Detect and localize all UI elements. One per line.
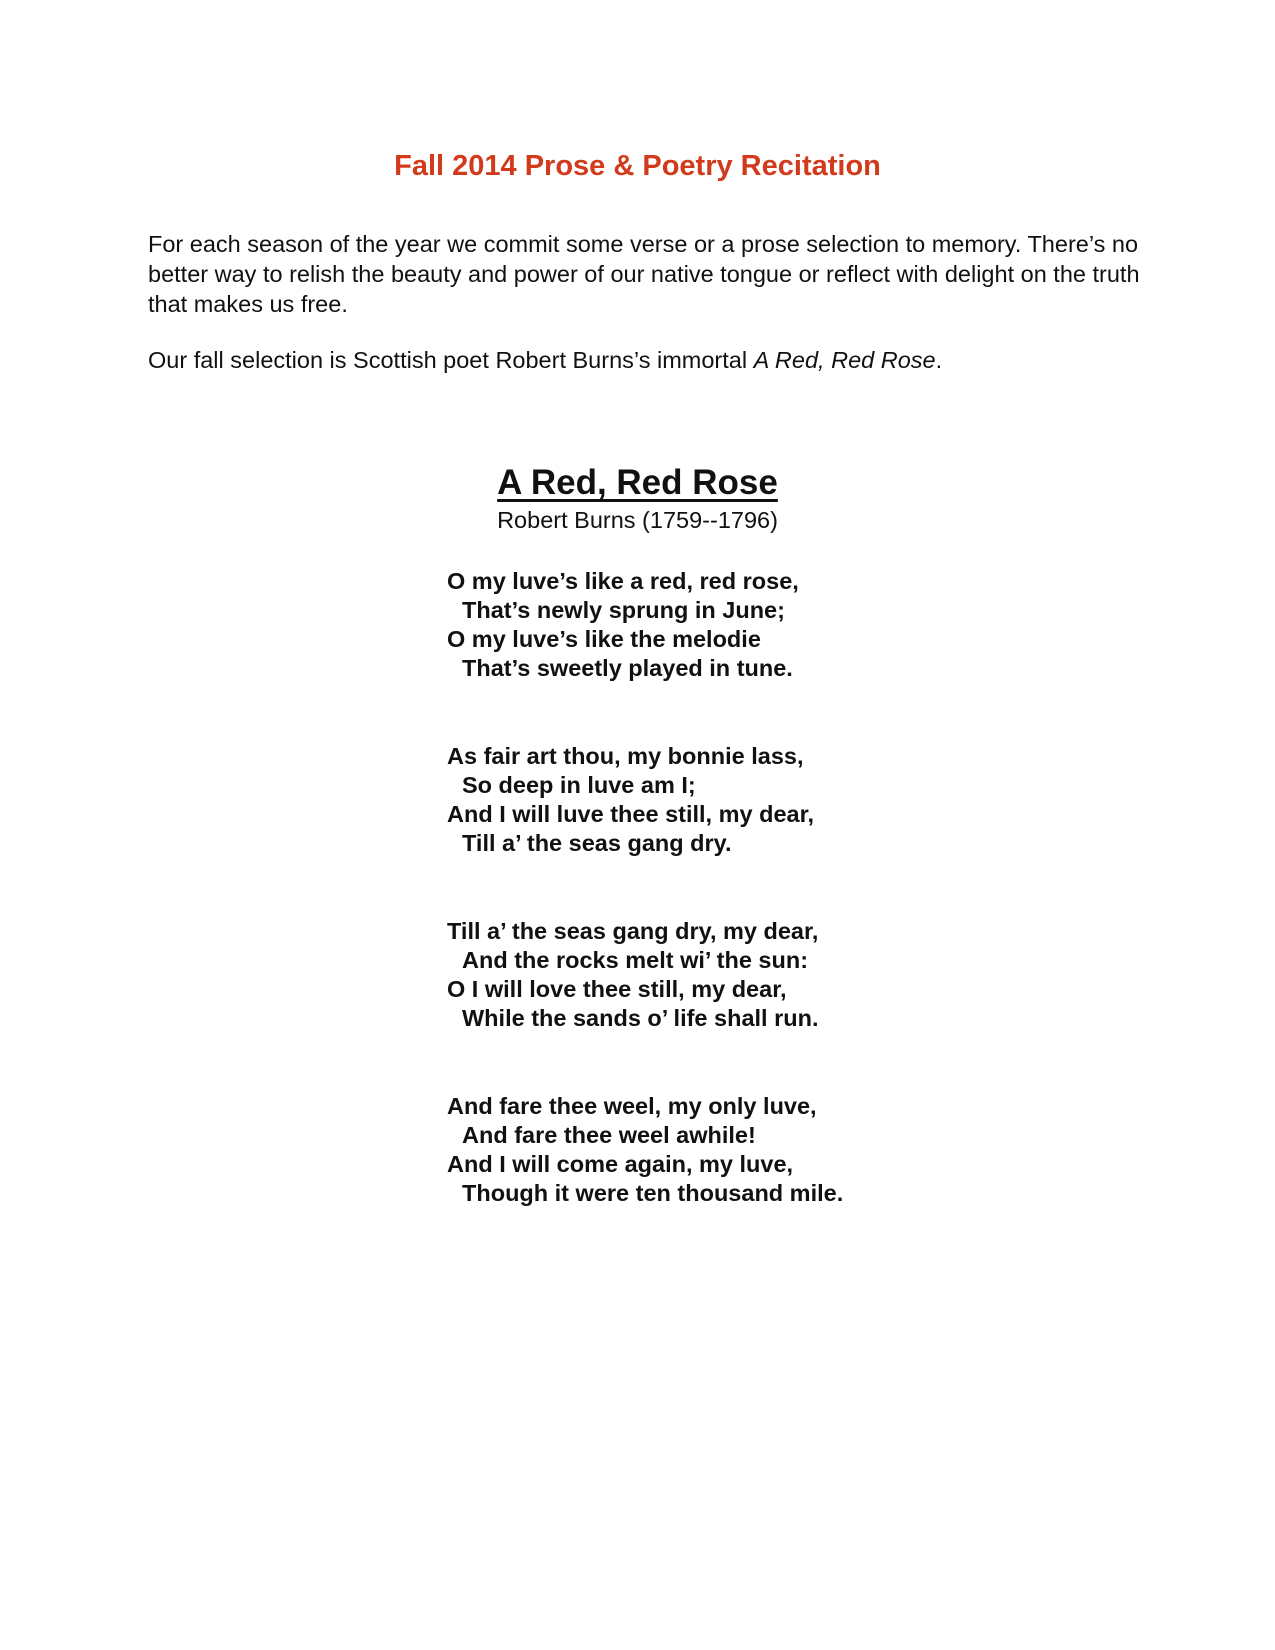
poem-stanza-4 <box>447 1092 947 1208</box>
poem-line: And I will luve thee still, my dear, <box>447 801 814 827</box>
poem-line: And fare thee weel awhile! <box>462 1122 756 1148</box>
poem-title: A Red, Red Rose <box>497 463 778 502</box>
poem-line: That’s newly sprung in June; <box>462 597 785 623</box>
poem-line: Till a’ the seas gang dry. <box>462 830 732 856</box>
selection-prefix: Our fall selection is Scottish poet Robert Burns’s immortal <box>148 347 754 373</box>
selection-paragraph <box>148 345 1158 375</box>
page-heading: Fall 2014 Prose & Poetry Recitation <box>394 150 881 182</box>
selection-suffix: . <box>935 347 943 373</box>
poem-line: That’s sweetly played in tune. <box>462 655 793 681</box>
poem-line: And fare thee weel, my only luve, <box>447 1093 817 1119</box>
selection-title: A Red, Red Rose <box>753 347 936 373</box>
poem-stanza-3 <box>447 917 947 1033</box>
poem-line: While the sands o’ life shall run. <box>462 1005 819 1031</box>
poem-stanza-2 <box>447 742 947 858</box>
poem-author: Robert Burns (1759--1796) <box>497 507 778 533</box>
poem-stanza-1 <box>447 567 947 683</box>
poem-line: So deep in luve am I; <box>462 772 696 798</box>
poem-line: O my luve’s like the melodie <box>447 626 761 652</box>
poem-line: And I will come again, my luve, <box>447 1151 794 1177</box>
poem-line: And the rocks melt wi’ the sun: <box>462 947 809 973</box>
intro-paragraph: For each season of the year we commit some verse or a prose selection to memory. There’s no better way to relish the beauty and power of our native tongue or reflect with delight on the truth that makes us free. <box>148 231 1140 317</box>
poem-line: O my luve’s like a red, red rose, <box>447 568 799 594</box>
poem-line: Till a’ the seas gang dry, my dear, <box>447 918 819 944</box>
poem-line: As fair art thou, my bonnie lass, <box>447 743 804 769</box>
poem-line: Though it were ten thousand mile. <box>462 1180 844 1206</box>
poem-line: O I will love thee still, my dear, <box>447 976 787 1002</box>
